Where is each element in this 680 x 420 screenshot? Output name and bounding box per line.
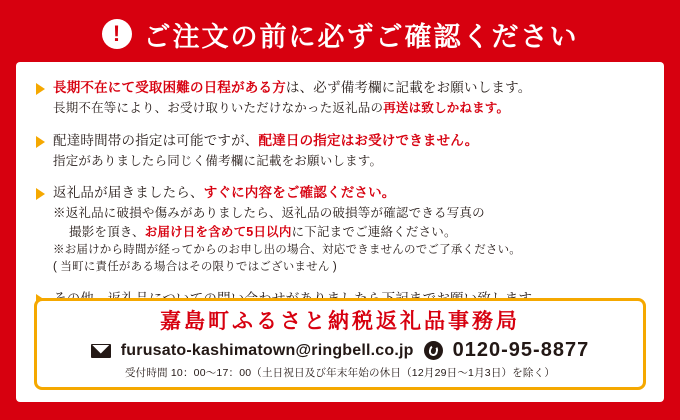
- plain-text: 撮影を頂き、: [69, 225, 145, 240]
- plain-text: 配達時間帯の指定は可能ですが、: [53, 132, 259, 148]
- triangle-bullet-icon: [36, 188, 45, 200]
- mail-icon: [91, 344, 111, 358]
- plain-text: ※返礼品に破損や傷みがありましたら、返礼品の破損等が確認できる写真の: [53, 206, 485, 221]
- plain-text: 長期不在等により、お受け取りいただけなかった返礼品の: [53, 100, 384, 115]
- plain-text: は、必ず備考欄に記載をお願いします。: [285, 80, 532, 95]
- telephone-icon: [424, 341, 443, 360]
- emphasis-text: 再送は致しかねます。: [383, 100, 510, 115]
- contact-email[interactable]: furusato-kashimatown@ringbell.co.jp: [120, 341, 414, 359]
- notice-list: [34, 78, 646, 310]
- notice-text: [53, 131, 479, 171]
- emphasis-text: お届け日を含めて5日以内: [144, 225, 292, 240]
- notice-line: [53, 131, 479, 152]
- notice-line: [53, 259, 521, 276]
- notice-item: [34, 78, 646, 118]
- triangle-bullet-icon: [36, 83, 45, 95]
- notice-text: [53, 78, 531, 118]
- notice-line: [53, 183, 521, 204]
- emphasis-text: 配達日の指定はお受けできません。: [258, 132, 479, 148]
- notice-line: [53, 152, 479, 171]
- contact-details: [47, 339, 633, 362]
- contact-hours: 受付時間 10：00～17：00（土日祝日及び年末年始の休日（12月29日～1月3日）を除く）: [124, 367, 556, 379]
- contact-box: [34, 298, 646, 390]
- notice-text: [53, 183, 521, 276]
- poster-header: [0, 0, 680, 62]
- notice-item: [34, 183, 646, 276]
- plain-text: ( 当町に責任がある場合はその限りではございません ): [53, 261, 337, 274]
- plain-text: に下記までご連絡ください。: [291, 225, 457, 240]
- emphasis-text: 長期不在にて受取困難の日程がある方: [53, 80, 286, 95]
- contact-office-name: 嘉島町ふるさと納税返礼品事務局: [160, 309, 520, 333]
- notice-line: [53, 204, 521, 223]
- notice-item: [34, 131, 646, 171]
- notice-line: [53, 99, 531, 118]
- triangle-bullet-icon: [36, 136, 45, 148]
- exclamation-icon: !: [102, 19, 132, 49]
- notice-line: [53, 223, 521, 242]
- notice-panel: [16, 62, 664, 402]
- page-title: ご注文の前に必ずご確認ください: [143, 21, 579, 52]
- plain-text: 返礼品が届きましたら、: [53, 185, 204, 201]
- notice-line: [53, 78, 531, 99]
- contact-phone[interactable]: 0120-95-8877: [452, 339, 590, 361]
- plain-text: 指定がありましたら同じく備考欄に記載をお願いします。: [53, 153, 383, 168]
- emphasis-text: すぐに内容をご確認ください。: [203, 185, 396, 201]
- notice-line: [53, 242, 521, 259]
- plain-text: ※お届けから時間が経ってからのお申し出の場合、対応できませんのでご了承ください。: [53, 243, 521, 256]
